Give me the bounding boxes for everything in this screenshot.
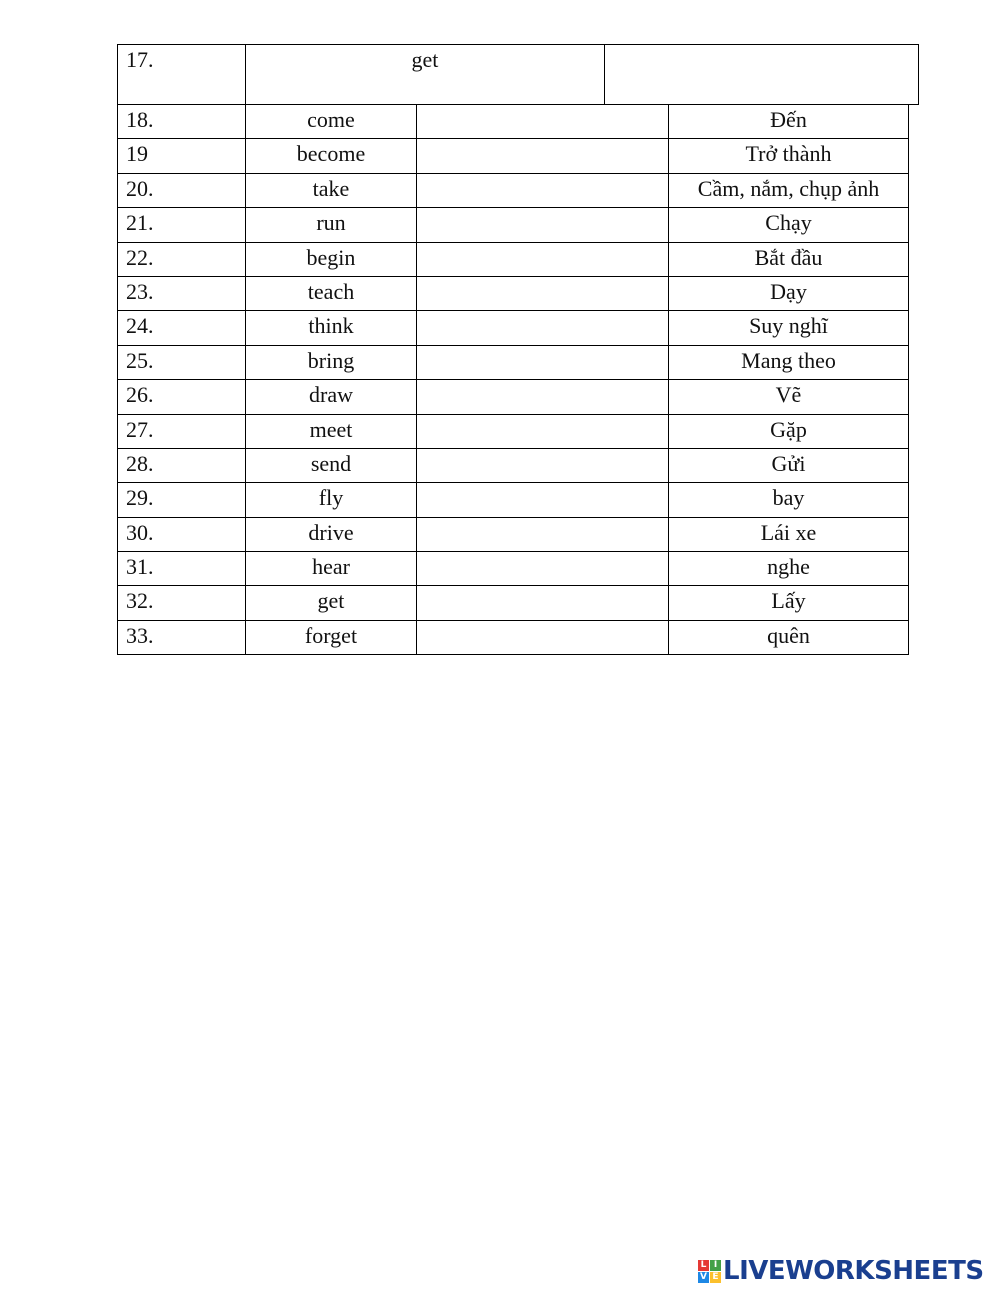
answer-cell[interactable] [417,380,669,414]
row-number: 30. [118,517,246,551]
verb-cell: drive [246,517,417,551]
table-row [118,586,909,620]
table-row [118,345,909,379]
verb-cell: meet [246,414,417,448]
table-row [118,483,909,517]
meaning-cell: Bắt đầu [669,242,909,276]
answer-cell[interactable] [417,276,669,310]
answer-cell[interactable] [417,139,669,173]
meaning-cell [605,45,919,105]
answer-cell[interactable] [417,517,669,551]
verb-cell: begin [246,242,417,276]
row-number: 28. [118,448,246,482]
liveworksheets-logo [698,1256,984,1286]
meaning-cell: Mang theo [669,345,909,379]
table-row [118,517,909,551]
answer-cell[interactable] [417,586,669,620]
meaning-cell: Đến [669,105,909,139]
meaning-cell: Gặp [669,414,909,448]
meaning-cell: Lấy [669,586,909,620]
row-number: 25. [118,345,246,379]
logo-mark-icon [698,1260,721,1283]
answer-cell[interactable] [417,242,669,276]
table-row [118,105,909,139]
meaning-cell: nghe [669,552,909,586]
verb-cell: get [246,586,417,620]
verb-cell: teach [246,276,417,310]
meaning-cell: quên [669,620,909,654]
row-number: 19 [118,139,246,173]
table-row [118,380,909,414]
row-number: 27. [118,414,246,448]
verb-cell: forget [246,620,417,654]
answer-cell[interactable] [417,311,669,345]
row-number: 17. [118,45,246,105]
row-number: 22. [118,242,246,276]
row-number: 23. [118,276,246,310]
row-number: 32. [118,586,246,620]
answer-cell[interactable] [417,620,669,654]
table-row [118,414,909,448]
answer-cell[interactable] [417,105,669,139]
answer-cell[interactable] [417,173,669,207]
verb-cell: fly [246,483,417,517]
meaning-cell: Vẽ [669,380,909,414]
table-row [118,620,909,654]
table-row [118,552,909,586]
verbs-table [117,104,909,655]
row-number: 24. [118,311,246,345]
logo-mark-square: L [698,1260,709,1271]
verb-cell: come [246,105,417,139]
meaning-cell: Suy nghĩ [669,311,909,345]
answer-cell[interactable] [417,552,669,586]
table-row [118,448,909,482]
row-number: 29. [118,483,246,517]
answer-cell[interactable] [417,345,669,379]
answer-cell[interactable] [417,448,669,482]
verb-cell: hear [246,552,417,586]
meaning-cell: Lái xe [669,517,909,551]
row-number: 33. [118,620,246,654]
table-row [118,208,909,242]
verb-cell: become [246,139,417,173]
verb-cell: send [246,448,417,482]
verb-cell: bring [246,345,417,379]
table-row [118,311,909,345]
verb-cell: run [246,208,417,242]
table-row [118,139,909,173]
meaning-cell: bay [669,483,909,517]
answer-cell[interactable] [417,483,669,517]
logo-mark-square: E [710,1272,721,1283]
first-row-table [117,44,919,105]
table-row [118,242,909,276]
row-number: 20. [118,173,246,207]
verb-cell: draw [246,380,417,414]
verb-cell: take [246,173,417,207]
table-row [118,45,919,105]
row-number: 18. [118,105,246,139]
answer-cell[interactable] [417,208,669,242]
answer-cell[interactable] [417,414,669,448]
row-number: 26. [118,380,246,414]
verb-cell: think [246,311,417,345]
row-number: 31. [118,552,246,586]
logo-mark-square: I [710,1260,721,1271]
table-row [118,173,909,207]
meaning-cell: Gửi [669,448,909,482]
meaning-cell: Cầm, nắm, chụp ảnh [669,173,909,207]
row-number: 21. [118,208,246,242]
logo-text: LIVEWORKSHEETS [723,1256,984,1286]
table-row [118,276,909,310]
logo-mark-square: V [698,1272,709,1283]
verb-cell: get [246,45,605,105]
meaning-cell: Chạy [669,208,909,242]
meaning-cell: Trở thành [669,139,909,173]
meaning-cell: Dạy [669,276,909,310]
